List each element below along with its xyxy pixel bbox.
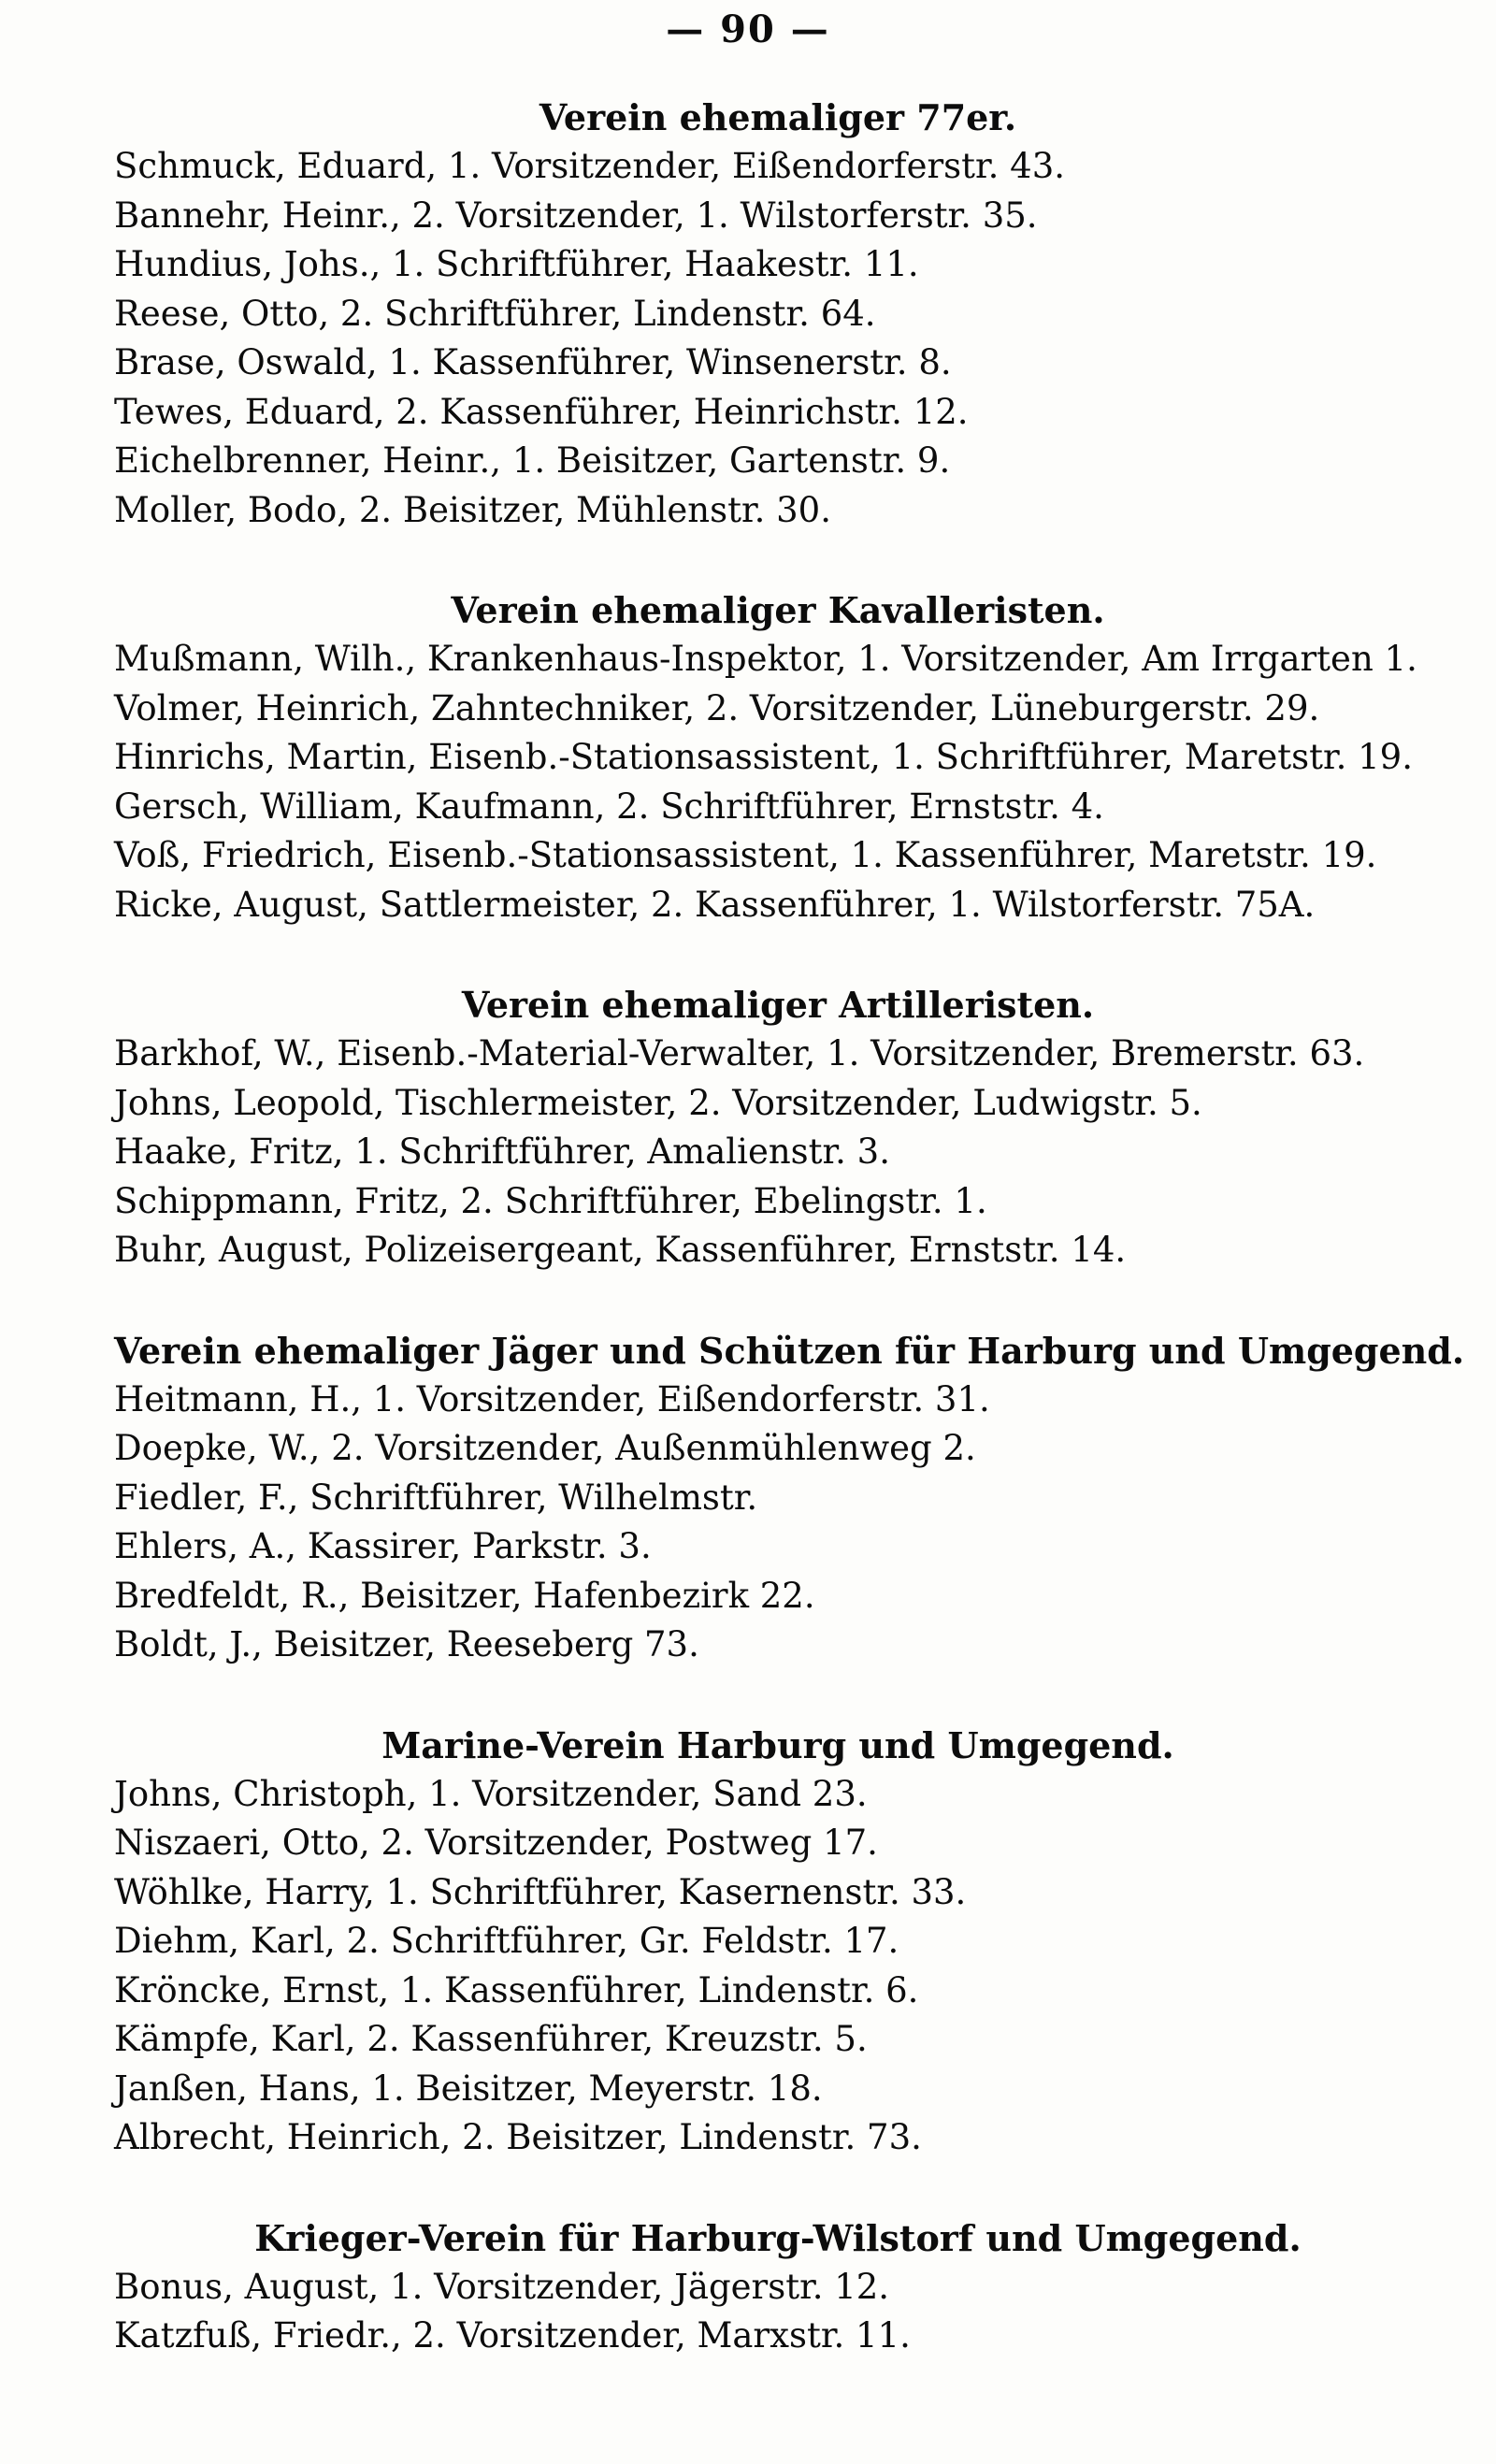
entry: Hinrichs, Martin, Eisenb.-Stationsassistent, 1. Schriftführer, Maretstr. 19.	[114, 737, 1413, 777]
entry: Mußmann, Wilh., Krankenhaus-Inspektor, 1. Vorsitzender, Am Irrgarten 1.	[114, 639, 1417, 679]
entry: Niszaeri, Otto, 2. Vorsitzender, Postweg 17.	[114, 1823, 878, 1863]
entry: Moller, Bodo, 2. Beisitzer, Mühlenstr. 30.	[114, 489, 831, 530]
section-77er	[114, 94, 1442, 535]
entry: Albrecht, Heinrich, 2. Beisitzer, Lindenstr. 73.	[114, 2117, 922, 2157]
entry: Doepke, W., 2. Vorsitzender, Außenmühlenweg 2.	[114, 1428, 976, 1468]
entry-list	[114, 635, 1442, 929]
entry: Heitmann, H., 1. Vorsitzender, Eißendorferstr. 31.	[114, 1378, 990, 1419]
entry: Kämpfe, Karl, 2. Kassenführer, Kreuzstr. 5.	[114, 2019, 868, 2059]
entry: Ehlers, A., Kassirer, Parkstr. 3.	[114, 1526, 652, 1566]
section-spacer	[114, 1275, 1442, 1327]
entry: Johns, Christoph, 1. Vorsitzender, Sand 23.	[114, 1773, 868, 1814]
entry: Brase, Oswald, 1. Kassenführer, Winsenerstr. 8.	[114, 342, 952, 382]
entry: Tewes, Eduard, 2. Kassenführer, Heinrichstr. 12.	[114, 391, 969, 432]
entry: Janßen, Hans, 1. Beisitzer, Meyerstr. 18.	[114, 2068, 823, 2109]
directory-content	[114, 94, 1465, 2361]
section-spacer	[114, 535, 1442, 586]
entry: Reese, Otto, 2. Schriftführer, Lindenstr. 64.	[114, 293, 876, 334]
entry: Eichelbrenner, Heinr., 1. Beisitzer, Gartenstr. 9.	[114, 440, 951, 481]
section-spacer	[114, 929, 1442, 981]
entry: Voß, Friedrich, Eisenb.-Stationsassistent, 1. Kassenführer, Maretstr. 19.	[114, 835, 1377, 875]
section-krieger-verein	[114, 2214, 1442, 2361]
entry: Diehm, Karl, 2. Schriftführer, Gr. Feldstr. 17.	[114, 1921, 899, 1961]
page-number: — 90 —	[666, 7, 830, 51]
entry: Gersch, William, Kaufmann, 2. Schriftführer, Ernststr. 4.	[114, 785, 1104, 827]
entry: Katzfuß, Friedr., 2. Vorsitzender, Marxstr. 11.	[114, 2315, 911, 2356]
entry: Buhr, August, Polizeisergeant, Kassenführer, Ernststr. 14.	[114, 1230, 1127, 1270]
entry: Ricke, August, Sattlermeister, 2. Kassenführer, 1. Wilstorferstr. 75A.	[114, 884, 1316, 925]
entry-list	[114, 1376, 1442, 1670]
section-spacer	[114, 1670, 1442, 1722]
section-title: Verein ehemaliger Kavalleristen.	[451, 589, 1105, 631]
entry: Schippmann, Fritz, 2. Schriftführer, Ebelingstr. 1.	[114, 1180, 987, 1221]
entry: Bannehr, Heinr., 2. Vorsitzender, 1. Wilstorferstr. 35.	[114, 195, 1038, 236]
section-artilleristen	[114, 981, 1442, 1275]
entry: Boldt, J., Beisitzer, Reeseberg 73.	[114, 1624, 699, 1664]
entry: Bonus, August, 1. Vorsitzender, Jägerstr. 12.	[114, 2266, 890, 2307]
entry: Wöhlke, Harry, 1. Schriftführer, Kasernenstr. 33.	[114, 1871, 967, 1912]
entry: Barkhof, W., Eisenb.-Material-Verwalter, 1. Vorsitzender, Bremerstr. 63.	[114, 1033, 1365, 1073]
section-title: Marine-Verein Harburg und Umgegend.	[381, 1723, 1174, 1766]
entry: Bredfeldt, R., Beisitzer, Hafenbezirk 22.	[114, 1575, 815, 1616]
section-marine-verein	[114, 1722, 1442, 2163]
section-spacer	[114, 2163, 1442, 2214]
section-title: Krieger-Verein für Harburg-Wilstorf und Umgegend.	[254, 2216, 1302, 2259]
entry-list	[114, 142, 1442, 535]
entry: Schmuck, Eduard, 1. Vorsitzender, Eißendorferstr. 43.	[114, 146, 1065, 186]
entry-list	[114, 1770, 1442, 2163]
entry: Haake, Fritz, 1. Schriftführer, Amalienstr. 3.	[114, 1131, 890, 1172]
entry: Fiedler, F., Schriftführer, Wilhelmstr.	[114, 1477, 758, 1518]
entry: Johns, Leopold, Tischlermeister, 2. Vorsitzender, Ludwigstr. 5.	[114, 1082, 1202, 1123]
entry: Hundius, Johs., 1. Schriftführer, Haakestr. 11.	[114, 244, 919, 284]
section-jaeger-schuetzen	[114, 1327, 1465, 1670]
section-title: Verein ehemaliger 77er.	[539, 96, 1017, 138]
section-kavalleristen	[114, 586, 1442, 929]
entry: Volmer, Heinrich, Zahntechniker, 2. Vorsitzender, Lüneburgerstr. 29.	[114, 687, 1320, 728]
section-title: Verein ehemaliger Jäger und Schützen für Harburg und Umgegend.	[114, 1329, 1465, 1372]
section-title: Verein ehemaliger Artilleristen.	[461, 984, 1095, 1026]
entry: Kröncke, Ernst, 1. Kassenführer, Lindenstr. 6.	[114, 1969, 919, 2010]
entry-list	[114, 1030, 1442, 1275]
entry-list	[114, 2263, 1442, 2361]
